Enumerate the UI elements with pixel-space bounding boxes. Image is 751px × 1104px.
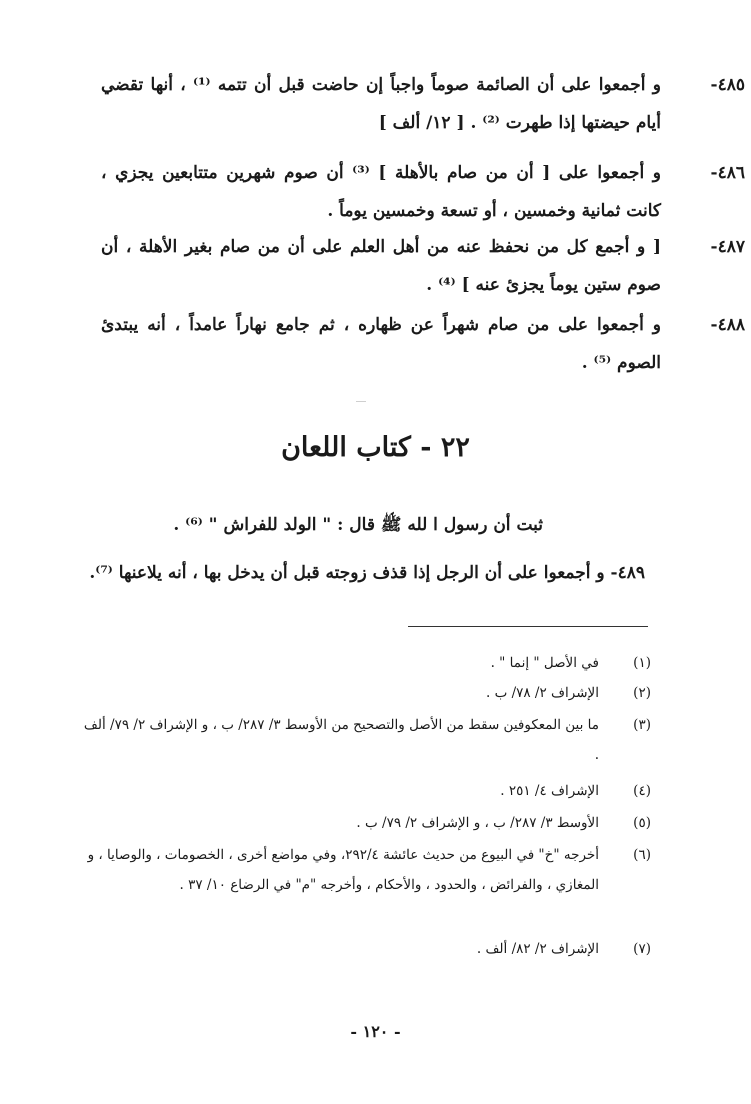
entry-number: ٤٨٥-	[710, 75, 745, 95]
footnote-number: (٢)	[633, 685, 651, 701]
entry-text: و أجمعوا على [ أن من صام بالأهلة ] ⁽³⁾ أن صوم شهرين متتابعين يجزي ، كانت ثمانية وخمسين ، أو تسعة وخمسين يوماً .	[101, 163, 661, 221]
entry-488	[101, 306, 745, 382]
footnote-number: (٦)	[633, 847, 651, 863]
footnote-text: ما بين المعكوفين سقط من الأصل والتصحيح من الأوسط ٣/ ٢٨٧/ ب ، و الإشراف ٢/ ٧٩/ ألف .	[83, 717, 599, 763]
footnote-7	[79, 934, 651, 964]
footnote-5	[79, 808, 651, 838]
entry-487	[101, 228, 745, 304]
entry-number: ٤٨٨-	[710, 315, 745, 335]
footnote-text: أخرجه "خ" في البيوع من حديث عائشة ٢٩٢/٤، وفي مواضع أخرى ، الخصومات ، والوصايا ، و المغازي ، والفرائض ، والحدود ، والأحكام ، وأخرجه "م" في الرضاع ١٠/ ٣٧ .	[87, 847, 599, 893]
entry-text: و أجمعوا على أن الصائمة صوماً واجباً إن حاضت قبل أن تتمه ⁽¹⁾ ، أنها تقضي أيام حيضتها إذا طهرت ⁽²⁾ . [ ١٢/ ألف ]	[101, 75, 661, 133]
entry-text: و أجمعوا على من صام شهراً عن ظهاره ، ثم جامع نهاراً عامداً ، أنه يبتدئ الصوم ⁽⁵⁾ .	[101, 315, 661, 373]
entry-number: ٤٨٦-	[710, 163, 745, 183]
entry-485	[101, 66, 745, 142]
footnote-3	[79, 710, 651, 770]
chapter-title: ٢٢ - كتاب اللعان	[281, 432, 470, 463]
section-separator	[356, 401, 366, 402]
hadith-text: ثبت أن رسول ا لله ﷺ قال : " الولد للفراش " ⁽⁶⁾ .	[173, 515, 543, 535]
entry-486	[101, 154, 745, 230]
footnote-rule	[408, 626, 648, 627]
footnote-text: الأوسط ٣/ ٢٨٧/ ب ، و الإشراف ٢/ ٧٩/ ب .	[356, 815, 599, 831]
entry-489: ٤٨٩- و أجمعوا على أن الرجل إذا قذف زوجته قبل أن يدخل بها ، أنه يلاعنها ⁽⁷⁾.	[89, 563, 645, 583]
footnote-text: الإشراف ٤/ ٢٥١ .	[500, 783, 599, 799]
footnote-number: (٣)	[633, 717, 651, 733]
footnote-number: (١)	[633, 655, 651, 671]
entry-number: ٤٨٧-	[710, 237, 745, 257]
footnote-4	[79, 776, 651, 806]
footnote-number: (٧)	[633, 941, 651, 957]
footnote-number: (٤)	[633, 783, 651, 799]
footnote-text: الإشراف ٢/ ٨٢/ ألف .	[476, 941, 599, 957]
footnote-text: في الأصل " إنما " .	[490, 655, 599, 671]
footnote-2	[79, 678, 651, 708]
footnote-text: الإشراف ٢/ ٧٨/ ب .	[485, 685, 599, 701]
page-number: - ١٢٠ -	[350, 1022, 401, 1041]
footnote-number: (٥)	[633, 815, 651, 831]
footnote-1	[79, 648, 651, 678]
entry-text: [ و أجمع كل من نحفظ عنه من أهل العلم على أن من صام بغير الأهلة ، أن صوم ستين يوماً يجزئ عنه ] ⁽⁴⁾ .	[101, 237, 661, 295]
footnote-6	[79, 840, 651, 900]
